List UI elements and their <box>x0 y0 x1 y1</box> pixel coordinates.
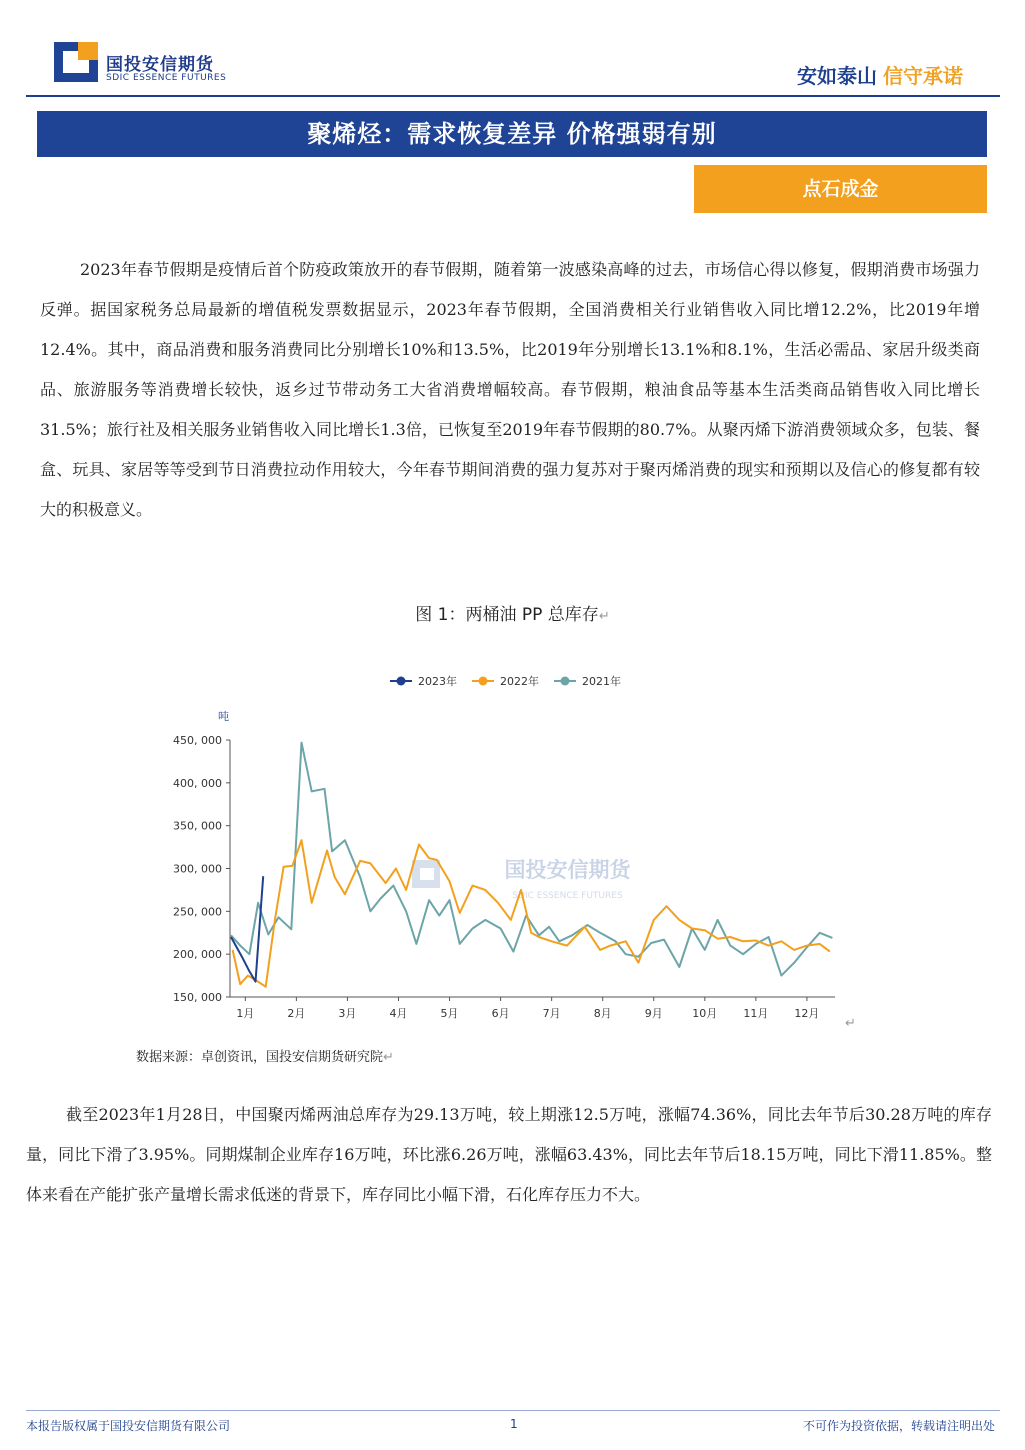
x-tick-label: 1月 <box>236 1007 255 1020</box>
y-tick-label: 200, 000 <box>173 948 222 962</box>
y-tick-label: 300, 000 <box>173 862 222 876</box>
y-tick-label: 450, 000 <box>173 734 222 747</box>
footer-disclaimer: 不可作为投资依据，转载请注明出处 <box>802 1419 995 1433</box>
x-tick-label: 5月 <box>440 1007 459 1020</box>
legend-marker-2021 <box>561 677 570 686</box>
figure-title: 图 1：两桶油 PP 总库存↵ <box>415 605 610 625</box>
x-tick-label: 9月 <box>644 1007 663 1020</box>
y-tick-label: 350, 000 <box>173 819 222 833</box>
column-tag: 点石成金 <box>694 165 987 213</box>
legend-marker-2022 <box>479 677 488 686</box>
x-tick-label: 3月 <box>338 1007 357 1020</box>
y-tick-label: 400, 000 <box>173 776 222 790</box>
slogan <box>797 60 963 89</box>
header-divider <box>26 95 1000 97</box>
inventory-line-chart <box>150 660 870 1030</box>
legend-label-2023: 2023年 <box>418 675 457 688</box>
footer-copyright: 本报告版权属于国投安信期货有限公司 <box>26 1419 231 1433</box>
figure-title-text: 图 1：两桶油 PP 总库存 <box>415 605 599 625</box>
x-tick-label: 4月 <box>389 1007 408 1020</box>
x-tick-label: 7月 <box>542 1007 561 1020</box>
logo-english-name: SDIC ESSENCE FUTURES <box>106 73 227 83</box>
x-tick-label: 6月 <box>491 1007 510 1020</box>
watermark-english: SDIC ESSENCE FUTURES <box>512 891 623 901</box>
y-tick-label: 150, 000 <box>173 991 222 1004</box>
page-number: 1 <box>510 1417 518 1431</box>
return-mark: ↵ <box>845 1016 856 1031</box>
data-source-text: 数据来源：卓创资讯，国投安信期货研究院 <box>136 1050 384 1065</box>
x-tick-label: 2月 <box>287 1007 306 1020</box>
report-title: 聚烯烃：需求恢复差异 价格强弱有别 <box>37 111 987 157</box>
watermark-text: 国投安信期货 <box>504 858 631 882</box>
y-tick-label: 250, 000 <box>173 905 222 919</box>
watermark-logo-inner <box>420 868 434 880</box>
footer-divider <box>26 1410 1000 1411</box>
legend-label-2021: 2021年 <box>582 675 621 688</box>
slogan-part2: 信守承诺 <box>883 64 963 88</box>
paragraph-2: 截至2023年1月28日，中国聚丙烯两油总库存为29.13万吨，较上期涨12.5万吨，涨幅74.36%，同比去年节后30.28万吨的库存量，同比下滑了3.95%。同期煤制企业库存16万吨，环比涨6.26万吨，涨幅63.43%，同比去年节后18.15万吨，同比下滑11.85%。整体来看在产能扩张产量增长需求低迷的背景下，库存同比小幅下滑，石化库存压力不大。 <box>26 1105 992 1204</box>
y-axis-label: 吨 <box>218 710 229 723</box>
x-tick-label: 12月 <box>794 1007 820 1020</box>
legend-label-2022: 2022年 <box>500 675 539 688</box>
slogan-part1: 安如泰山 <box>797 64 877 88</box>
x-tick-label: 10月 <box>692 1007 718 1020</box>
data-source: 数据来源：卓创资讯，国投安信期货研究院↵ <box>136 1050 394 1065</box>
logo-chinese-name: 国投安信期货 <box>106 55 214 75</box>
company-logo-icon <box>54 42 98 82</box>
legend-marker-2023 <box>397 677 406 686</box>
paragraph-1: 2023年春节假期是疫情后首个防疫政策放开的春节假期，随着第一波感染高峰的过去，市场信心得以修复，假期消费市场强力反弹。据国家税务总局最新的增值税发票数据显示，2023年春节假期，全国消费相关行业销售收入同比增12.2%，比2019年增12.4%。其中，商品消费和服务消费同比分别增长10%和13.5%，比2019年分别增长13.1%和8.1%，生活必需品、家居升级类商品、旅游服务等消费增长较快，返乡过节带动务工大省消费增幅较高。春节假期，粮油食品等基本生活类商品销售收入同比增长31.5%；旅行社及相关服务业销售收入同比增长1.3倍，已恢复至2019年春节假期的80.7%。从聚丙烯下游消费领域众多，包装、餐盒、玩具、家居等等受到节日消费拉动作用较大，今年春节期间消费的强力复苏对于聚丙烯消费的现实和预期以及信心的修复都有较大的积极意义。 <box>40 260 980 519</box>
x-tick-label: 11月 <box>743 1007 769 1020</box>
x-tick-label: 8月 <box>593 1007 612 1020</box>
